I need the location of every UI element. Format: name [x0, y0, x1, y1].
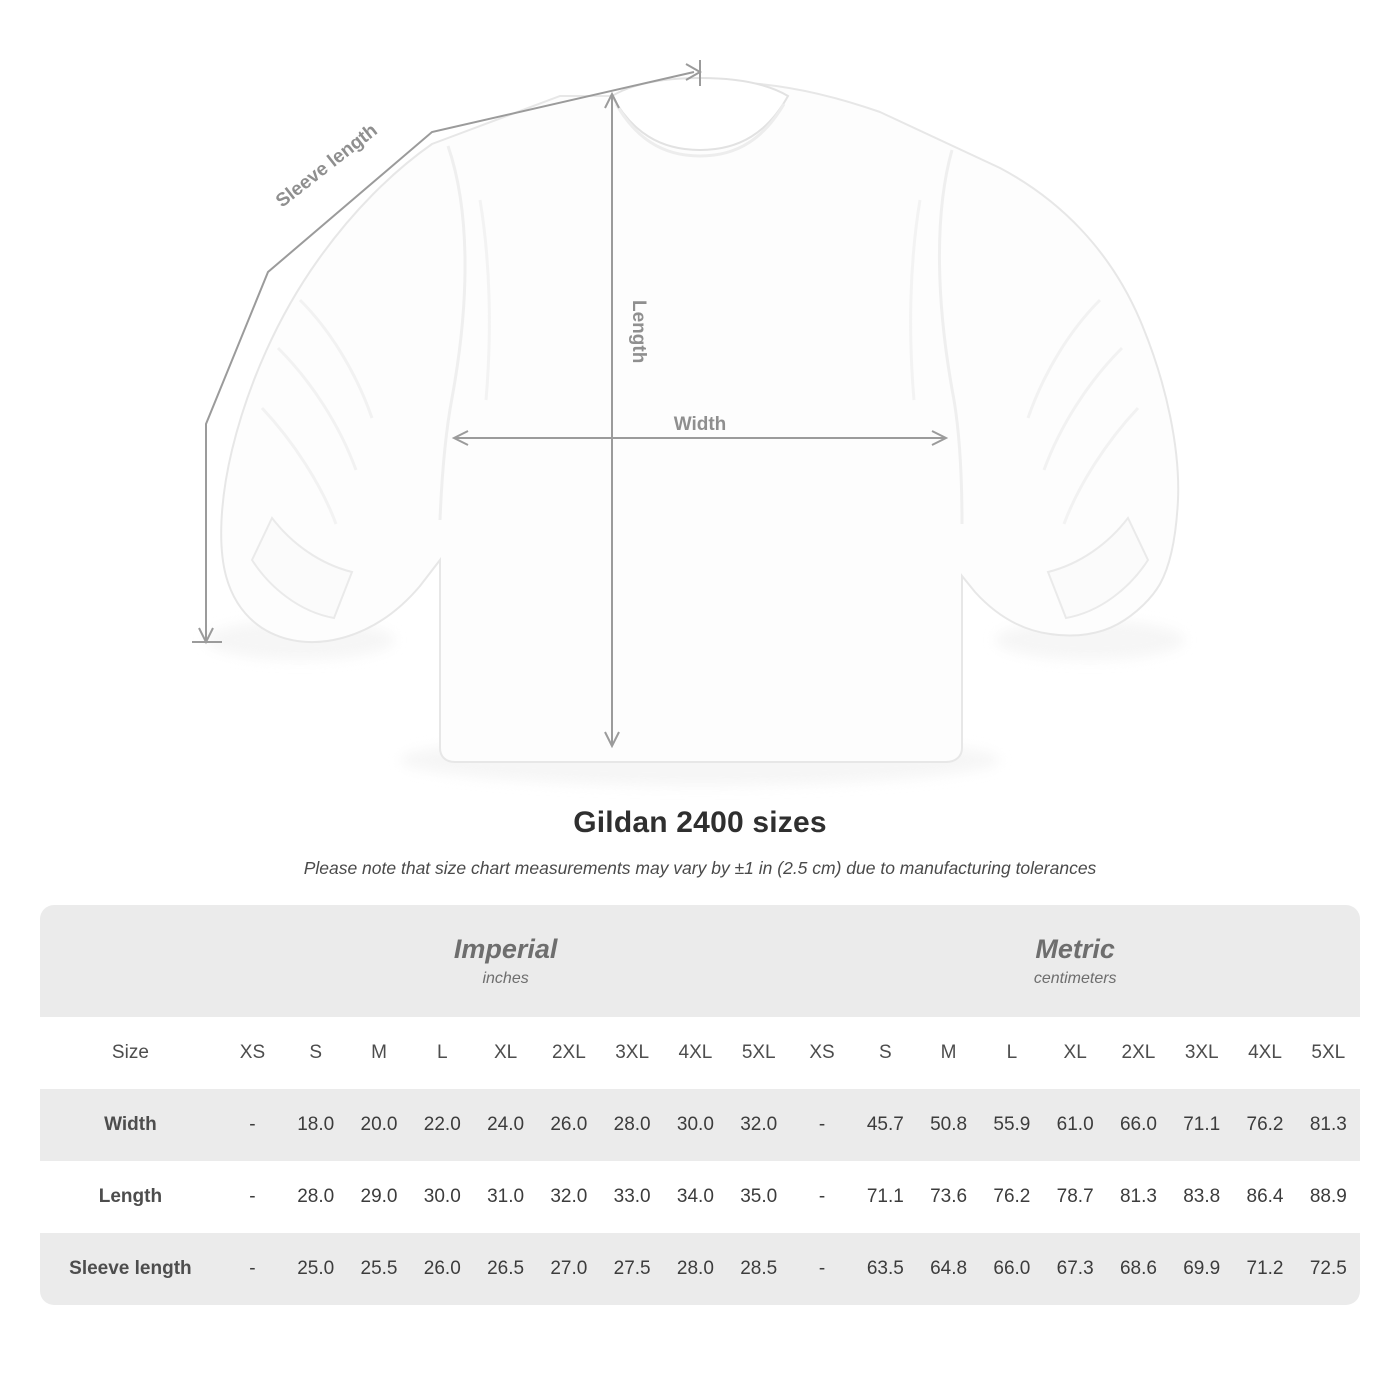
cell-width-metric-4xl: 76.2	[1233, 1089, 1296, 1161]
size-header-imperial-4xl: 4XL	[664, 1017, 727, 1089]
length-label: Length	[628, 300, 649, 364]
cell-width-metric-xs: -	[790, 1089, 853, 1161]
size-header-metric-4xl: 4XL	[1233, 1017, 1296, 1089]
cell-width-imperial-5xl: 32.0	[727, 1089, 790, 1161]
size-header-label: Size	[40, 1017, 221, 1089]
table-row	[40, 1161, 1360, 1233]
size-header-metric-2xl: 2XL	[1107, 1017, 1170, 1089]
cell-width-imperial-3xl: 28.0	[601, 1089, 664, 1161]
size-header-metric-l: L	[980, 1017, 1043, 1089]
unit-header-spacer	[40, 905, 221, 1017]
cell-width-imperial-l: 22.0	[411, 1089, 474, 1161]
chart-note: Please note that size chart measurements may vary by ±1 in (2.5 cm) due to manufacturing tolerances	[303, 858, 1097, 878]
size-header-metric-s: S	[854, 1017, 917, 1089]
cell-sleeve-imperial-4xl: 28.0	[664, 1233, 727, 1305]
cell-length-metric-xs: -	[790, 1161, 853, 1233]
cell-length-imperial-3xl: 33.0	[601, 1161, 664, 1233]
cell-width-metric-s: 45.7	[854, 1089, 917, 1161]
unit-header-row	[40, 905, 1360, 1017]
cell-length-imperial-l: 30.0	[411, 1161, 474, 1233]
cell-length-imperial-s: 28.0	[284, 1161, 347, 1233]
unit-name-imperial: Imperial	[453, 934, 558, 965]
cell-length-imperial-xs: -	[221, 1161, 284, 1233]
cell-sleeve-metric-m: 64.8	[917, 1233, 980, 1305]
table-row	[40, 1233, 1360, 1305]
unit-sub-metric: centimeters	[1033, 969, 1117, 987]
size-header-metric-m: M	[917, 1017, 980, 1089]
cell-sleeve-imperial-5xl: 28.5	[727, 1233, 790, 1305]
cell-width-metric-l: 55.9	[980, 1089, 1043, 1161]
cell-length-imperial-4xl: 34.0	[664, 1161, 727, 1233]
size-header-metric-5xl: 5XL	[1297, 1017, 1360, 1089]
cell-width-imperial-xl: 24.0	[474, 1089, 537, 1161]
cell-width-imperial-s: 18.0	[284, 1089, 347, 1161]
cell-length-metric-2xl: 81.3	[1107, 1161, 1170, 1233]
cell-length-metric-5xl: 88.9	[1297, 1161, 1360, 1233]
cell-width-metric-xl: 61.0	[1044, 1089, 1107, 1161]
cell-sleeve-imperial-2xl: 27.0	[537, 1233, 600, 1305]
cell-length-metric-s: 71.1	[854, 1161, 917, 1233]
cell-length-metric-3xl: 83.8	[1170, 1161, 1233, 1233]
unit-name-metric: Metric	[1035, 934, 1115, 965]
size-header-metric-xl: XL	[1044, 1017, 1107, 1089]
unit-header-imperial	[221, 905, 791, 1017]
cell-sleeve-metric-xs: -	[790, 1233, 853, 1305]
cell-sleeve-imperial-xl: 26.5	[474, 1233, 537, 1305]
size-header-imperial-3xl: 3XL	[601, 1017, 664, 1089]
cell-width-metric-2xl: 66.0	[1107, 1089, 1170, 1161]
size-header-imperial-l: L	[411, 1017, 474, 1089]
cell-width-imperial-2xl: 26.0	[537, 1089, 600, 1161]
title-block	[0, 806, 1400, 879]
cell-width-metric-5xl: 81.3	[1297, 1089, 1360, 1161]
row-label-width: Width	[40, 1089, 221, 1161]
cell-length-metric-l: 76.2	[980, 1161, 1043, 1233]
cell-length-imperial-m: 29.0	[347, 1161, 410, 1233]
cell-length-imperial-2xl: 32.0	[537, 1161, 600, 1233]
cell-sleeve-metric-4xl: 71.2	[1233, 1233, 1296, 1305]
size-header-imperial-m: M	[347, 1017, 410, 1089]
cell-sleeve-imperial-xs: -	[221, 1233, 284, 1305]
cell-sleeve-metric-s: 63.5	[854, 1233, 917, 1305]
cell-length-imperial-5xl: 35.0	[727, 1161, 790, 1233]
cell-sleeve-metric-2xl: 68.6	[1107, 1233, 1170, 1305]
size-header-imperial-xs: XS	[221, 1017, 284, 1089]
unit-header-metric	[790, 905, 1360, 1017]
cell-sleeve-metric-3xl: 69.9	[1170, 1233, 1233, 1305]
width-label: Width	[673, 414, 727, 435]
row-label-length: Length	[40, 1161, 221, 1233]
size-table	[40, 905, 1360, 1305]
size-header-imperial-s: S	[284, 1017, 347, 1089]
table-row	[40, 1089, 1360, 1161]
cell-length-metric-4xl: 86.4	[1233, 1161, 1296, 1233]
size-header-metric-3xl: 3XL	[1170, 1017, 1233, 1089]
cell-width-metric-m: 50.8	[917, 1089, 980, 1161]
cell-sleeve-metric-xl: 67.3	[1044, 1233, 1107, 1305]
cell-width-imperial-4xl: 30.0	[664, 1089, 727, 1161]
cell-sleeve-imperial-m: 25.5	[347, 1233, 410, 1305]
cell-sleeve-imperial-3xl: 27.5	[601, 1233, 664, 1305]
unit-sub-imperial: inches	[482, 969, 529, 987]
chart-title: Gildan 2400 sizes	[573, 806, 827, 839]
size-header-imperial-5xl: 5XL	[727, 1017, 790, 1089]
cell-length-metric-xl: 78.7	[1044, 1161, 1107, 1233]
cell-width-metric-3xl: 71.1	[1170, 1089, 1233, 1161]
sleeve-length-label: Sleeve length	[272, 119, 382, 212]
size-table-wrapper	[40, 905, 1360, 1305]
cell-width-imperial-m: 20.0	[347, 1089, 410, 1161]
size-header-metric-xs: XS	[790, 1017, 853, 1089]
cell-sleeve-metric-l: 66.0	[980, 1233, 1043, 1305]
cell-sleeve-imperial-l: 26.0	[411, 1233, 474, 1305]
cell-sleeve-imperial-s: 25.0	[284, 1233, 347, 1305]
cell-length-metric-m: 73.6	[917, 1161, 980, 1233]
size-header-row	[40, 1017, 1360, 1089]
row-label-sleeve-length: Sleeve length	[40, 1233, 221, 1305]
size-header-imperial-xl: XL	[474, 1017, 537, 1089]
cell-width-imperial-xs: -	[221, 1089, 284, 1161]
cell-length-imperial-xl: 31.0	[474, 1161, 537, 1233]
size-header-imperial-2xl: 2XL	[537, 1017, 600, 1089]
cell-sleeve-metric-5xl: 72.5	[1297, 1233, 1360, 1305]
